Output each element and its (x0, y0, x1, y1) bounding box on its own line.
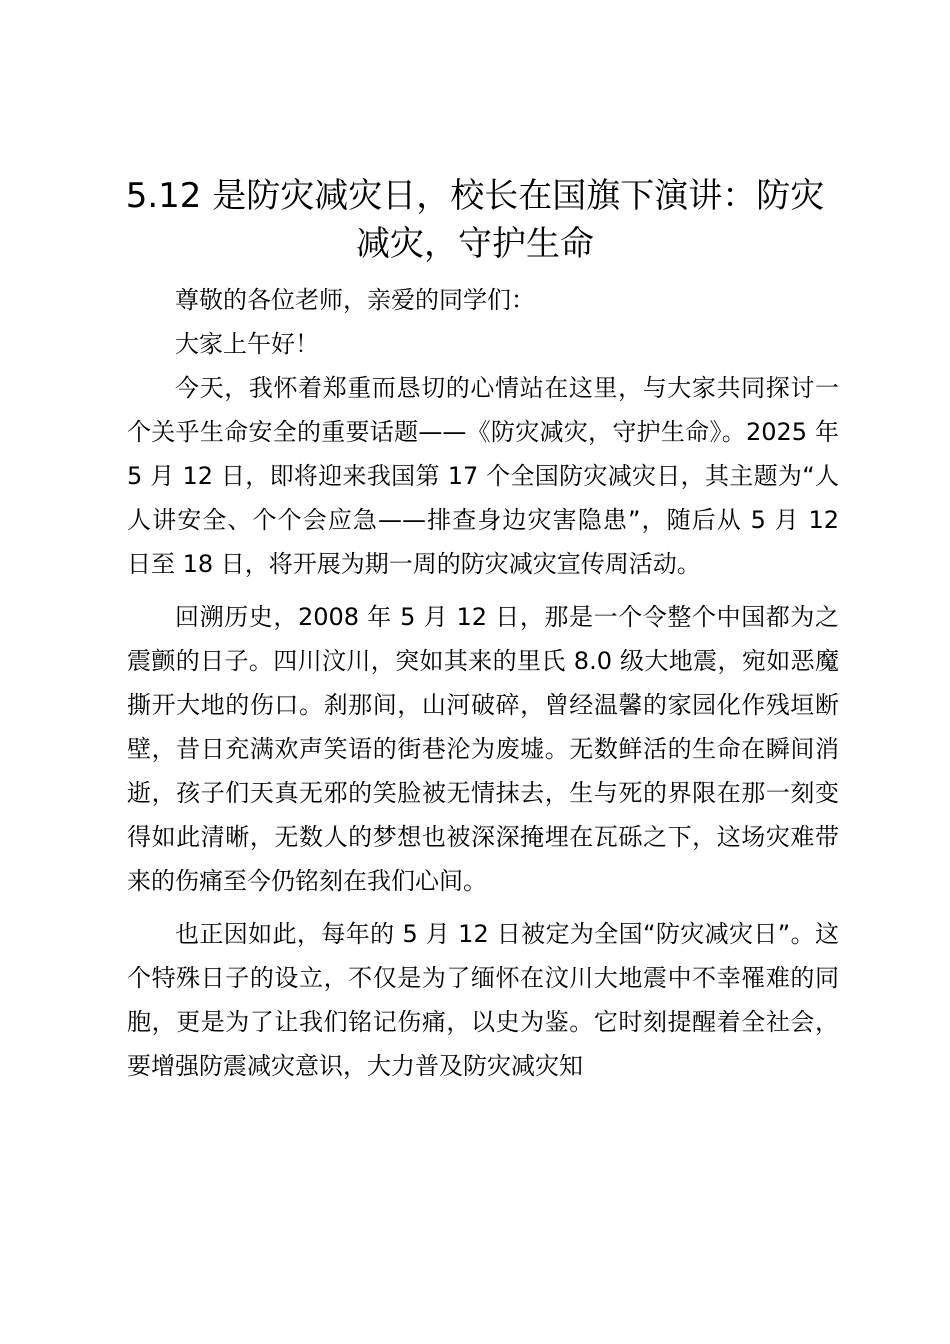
paragraph-history: 回溯历史，2008 年 5 月 12 日，那是一个令整个中国都为之震颤的日子。四川汶川，突如其来的里氏 8.0 级大地震，宛如恶魔撕开大地的伤口。刹那间，山河破碎，曾经温馨的家园化作残垣断壁，昔日充满欢声笑语的街巷沦为废墟。无数鲜活的生命在瞬间消逝，孩子们天真无邪的笑脸被无情抹去，生与死的界限在那一刻变得如此清晰，无数人的梦想也被深深掩埋在瓦砾之下，这场灾难带来的伤痛至今仍铭刻在我们心间。 (127, 603, 839, 895)
document-title: 5.12 是防灾减灾日，校长在国旗下演讲：防灾减灾，守护生命 (125, 176, 825, 264)
greeting: 大家上午好！ (175, 330, 319, 358)
salutation: 尊敬的各位老师，亲爱的同学们： (175, 286, 535, 314)
document-body (127, 278, 839, 1097)
paragraph-significance: 也正因如此，每年的 5 月 12 日被定为全国“防灾减灾日”。这个特殊日子的设立，不仅是为了缅怀在汶川大地震中不幸罹难的同胞，更是为了让我们铭记伤痛，以史为鉴。它时刻提醒着全社会，要增强防震减灾意识，大力普及防灾减灾知 (127, 920, 839, 1080)
paragraph-intro: 今天，我怀着郑重而恳切的心情站在这里，与大家共同探讨一个关乎生命安全的重要话题——《防灾减灾，守护生命》。2025 年 5 月 12 日，即将迎来我国第 17 个全国防灾减灾日，其主题为“人人讲安全、个个会应急——排查身边灾害隐患”，随后从 5 月 12 日至 18 日，将开展为期一周的防灾减灾宣传周活动。 (127, 374, 839, 578)
